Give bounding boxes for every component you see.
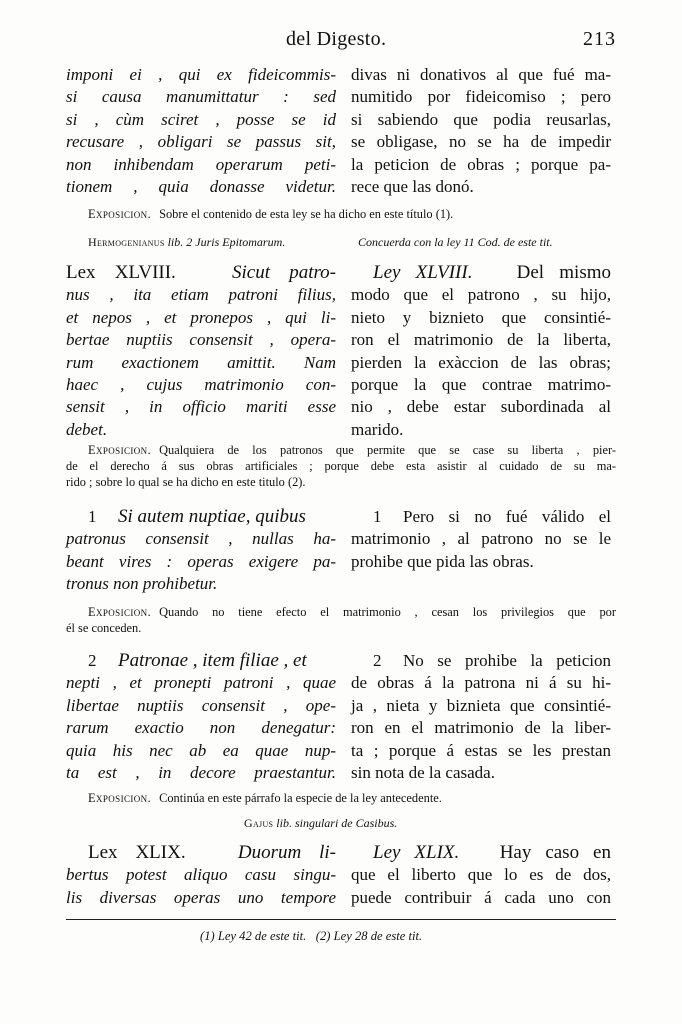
latin-column-par2: 2 Patronae , item filiae , et nepti , et pronepti patroni , quae libertae nuptiis consensit , ope- rarum exactio non denegatur: quia his nec ab ea quae nup- ta est , in decore praestantur. (66, 650, 336, 783)
running-title: del Digesto. (286, 28, 387, 50)
footnote-2: (2) Ley 28 de este tit. (315, 929, 423, 943)
page-number: 213 (583, 28, 616, 50)
latin-line: si causa manumittatur : sed (66, 87, 336, 107)
source-citation-2: Gajus lib. singulari de Casibus. (244, 816, 398, 830)
exposicion-4: Exposicion. Continúa en este párrafo la especie de la ley antecedente. (88, 791, 442, 805)
source-citation-1: Hermogenianus lib. 2 Juris Epitomarum. (88, 235, 286, 249)
spanish-column-block1 (351, 64, 611, 198)
spanish-line: la peticion de obras ; porque pa- (351, 154, 611, 174)
latin-line: si , cùm sciret , posse se id (66, 109, 336, 129)
spanish-line: se obligase, no se ha de impedir (351, 132, 611, 152)
latin-column-lex48: Lex XLVIII. Sicut patro- nus , ita etiam patroni filius, et nepos , et pronepos , qui li- bertae nuptiis consensit , opera- rum exactionem amittit. Nam haec , cujus matrimonio con- sensit , in officio mariti esse debet. (66, 262, 337, 439)
latin-column-lex49: Lex XLIX. Duorum li- bertus potest aliquo casu singu- lis diversas operas uno tempore (66, 842, 336, 907)
exposicion-3: Exposicion. Quando no tiene efecto el matrimonio , cesan los privilegios que por él se conceden. (66, 605, 616, 635)
latin-line: tionem , quia donasse videtur. (66, 177, 336, 197)
footnote-rule (66, 919, 616, 920)
spanish-column-lex49: Ley XLIX. Hay caso en que el liberto que lo es de dos, puede contribuir á cada uno con (351, 842, 611, 907)
spanish-line: numitido por fideicomiso ; pero (351, 87, 611, 107)
latin-line: non inhibendam operarum peti- (66, 154, 336, 174)
footnotes (200, 929, 422, 944)
footnote-1: (1) Ley 42 de este tit. (200, 929, 307, 943)
latin-line: recusare , obligari se passus sit, (66, 132, 336, 152)
concordance-note: Concuerda con la ley 11 Cod. de este tit. (358, 235, 553, 249)
page-header (0, 28, 682, 54)
latin-line: imponi ei , qui ex fideicommis- (66, 65, 336, 84)
law-heading: Lex XLIX. (88, 842, 186, 863)
exposicion-2: Exposicion. Qualquiera de los patronos que permite que se case su liberta , pier- de el derecho á sus obras artificiales ; porque debe esta asistir al cuidado de su ma- rido ; sobre lo qual se ha dicho en este titulo (2). (66, 443, 616, 489)
latin-column-par1: 1 Si autem nuptiae, quibus patronus consensit , nullas ha- beant vires : operas exigere pa- tronus non prohibetur. (66, 506, 336, 594)
law-heading: Lex XLVIII. (66, 262, 176, 283)
spanish-line: si sabiendo que podia reusarlas, (351, 109, 611, 129)
spanish-line: rece que las donó. (351, 177, 474, 197)
spanish-column-lex48: Ley XLVIII. Del mismo modo que el patrono , su hijo, nieto y biznieto que consintié- ron el matrimonio de la liberta, pierden la exàccion de las obras; porque la que contrae matrimo- nio , debe estar subordinada al marido. (351, 262, 612, 439)
spanish-line: divas ni donativos al que fué ma- (351, 65, 611, 84)
law-heading: Ley XLIX. (373, 842, 460, 863)
spanish-column-par1: 1 Pero si no fué válido el matrimonio , al patrono no se le prohibe que pida las obras. (351, 507, 611, 571)
law-heading: Ley XLVIII. (373, 262, 473, 283)
spanish-column-par2: 2 No se prohibe la peticion de obras á la patrona ni á su hi- ja , nieta y biznieta que consintié- ron en el matrimonio de la liber- ta ; porque á estas se les prestan sin nota de la casada. (351, 651, 611, 783)
latin-column-block1 (66, 64, 336, 198)
exposicion-1: Exposicion. Sobre el contenido de esta ley se ha dicho en este título (1). (88, 207, 454, 221)
